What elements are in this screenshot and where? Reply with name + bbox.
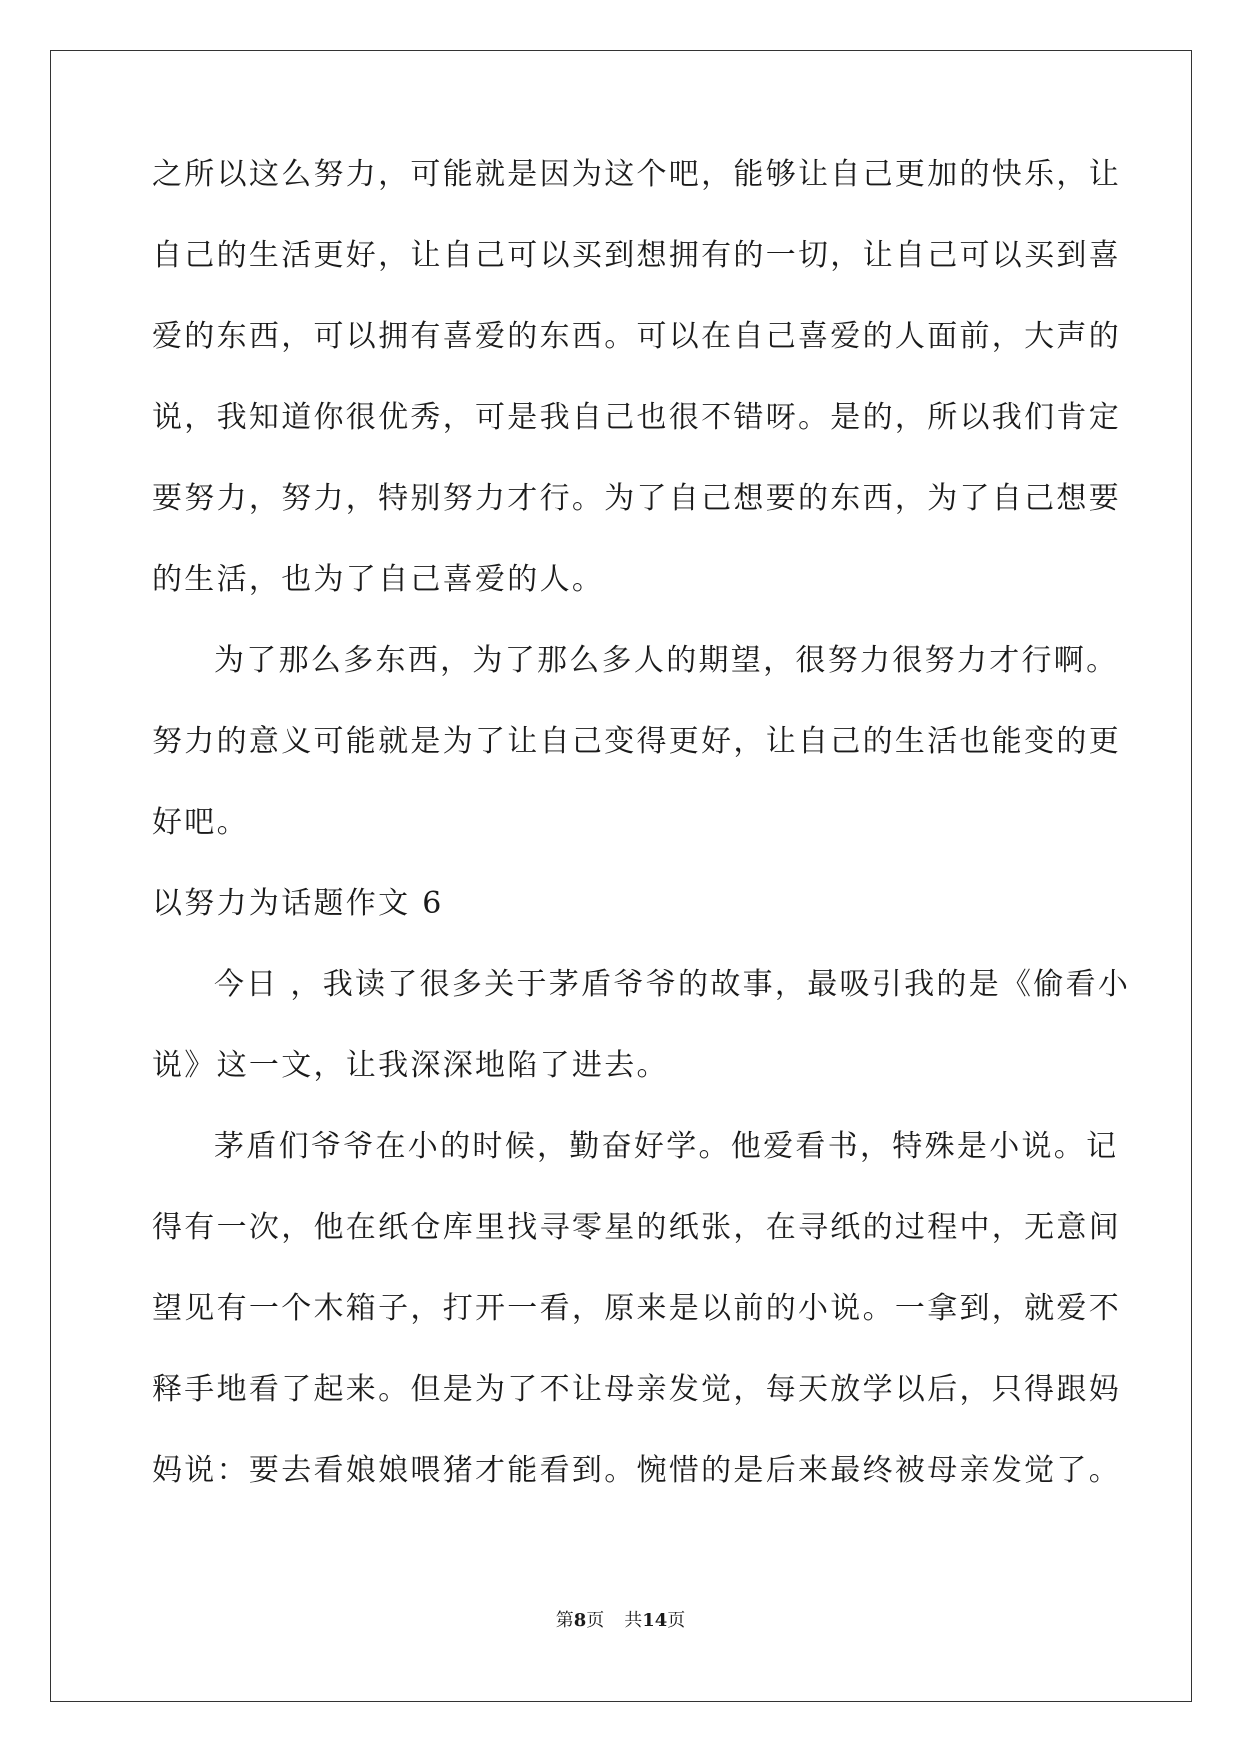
page-prefix: 第 <box>555 1610 574 1631</box>
text-line: 之所以这么努力，可能就是因为这个吧，能够让自己更加的快乐，让 <box>152 157 1121 192</box>
text-line: 今日 ，我读了很多关于茅盾爷爷的故事，最吸引我的是《偷看小 <box>214 967 1131 1002</box>
text-line: 得有一次，他在纸仓库里找寻零星的纸张，在寻纸的过程中，无意间 <box>152 1210 1121 1245</box>
text-line: 的生活，也为了自己喜爱的人。 <box>152 562 605 597</box>
text-line: 努力的意义可能就是为了让自己变得更好，让自己的生活也能变的更 <box>152 724 1121 759</box>
text-line: 自己的生活更好，让自己可以买到想拥有的一切，让自己可以买到喜 <box>152 238 1121 273</box>
document-body <box>152 157 1131 1537</box>
page-number: 8 <box>573 1610 587 1631</box>
text-line: 说，我知道你很优秀，可是我自己也很不错呀。是的，所以我们肯定 <box>152 400 1121 435</box>
text-line: 说》这一文，让我深深地陷了进去。 <box>152 1048 669 1083</box>
text-line: 妈说：要去看娘娘喂猪才能看到。惋惜的是后来最终被母亲发觉了。 <box>152 1453 1121 1488</box>
text-line: 好吧。 <box>152 805 249 840</box>
section-heading: 以努力为话题作文 6 <box>152 886 444 921</box>
page-footer <box>0 1606 1241 1632</box>
text-line: 茅盾们爷爷在小的时候，勤奋好学。他爱看书，特殊是小说。记 <box>214 1129 1119 1164</box>
text-line: 望见有一个木箱子，打开一看，原来是以前的小说。一拿到，就爱不 <box>152 1291 1121 1326</box>
page-suffix: 页 <box>586 1610 605 1631</box>
text-line: 要努力，努力，特别努力才行。为了自己想要的东西，为了自己想要 <box>152 481 1121 516</box>
total-prefix: 共 <box>624 1610 643 1631</box>
text-line: 为了那么多东西，为了那么多人的期望，很努力很努力才行啊。 <box>214 643 1119 678</box>
text-line: 释手地看了起来。但是为了不让母亲发觉，每天放学以后，只得跟妈 <box>152 1372 1121 1407</box>
total-suffix: 页 <box>667 1610 686 1631</box>
total-pages: 14 <box>642 1610 668 1631</box>
text-line: 爱的东西，可以拥有喜爱的东西。可以在自己喜爱的人面前，大声的 <box>152 319 1121 354</box>
